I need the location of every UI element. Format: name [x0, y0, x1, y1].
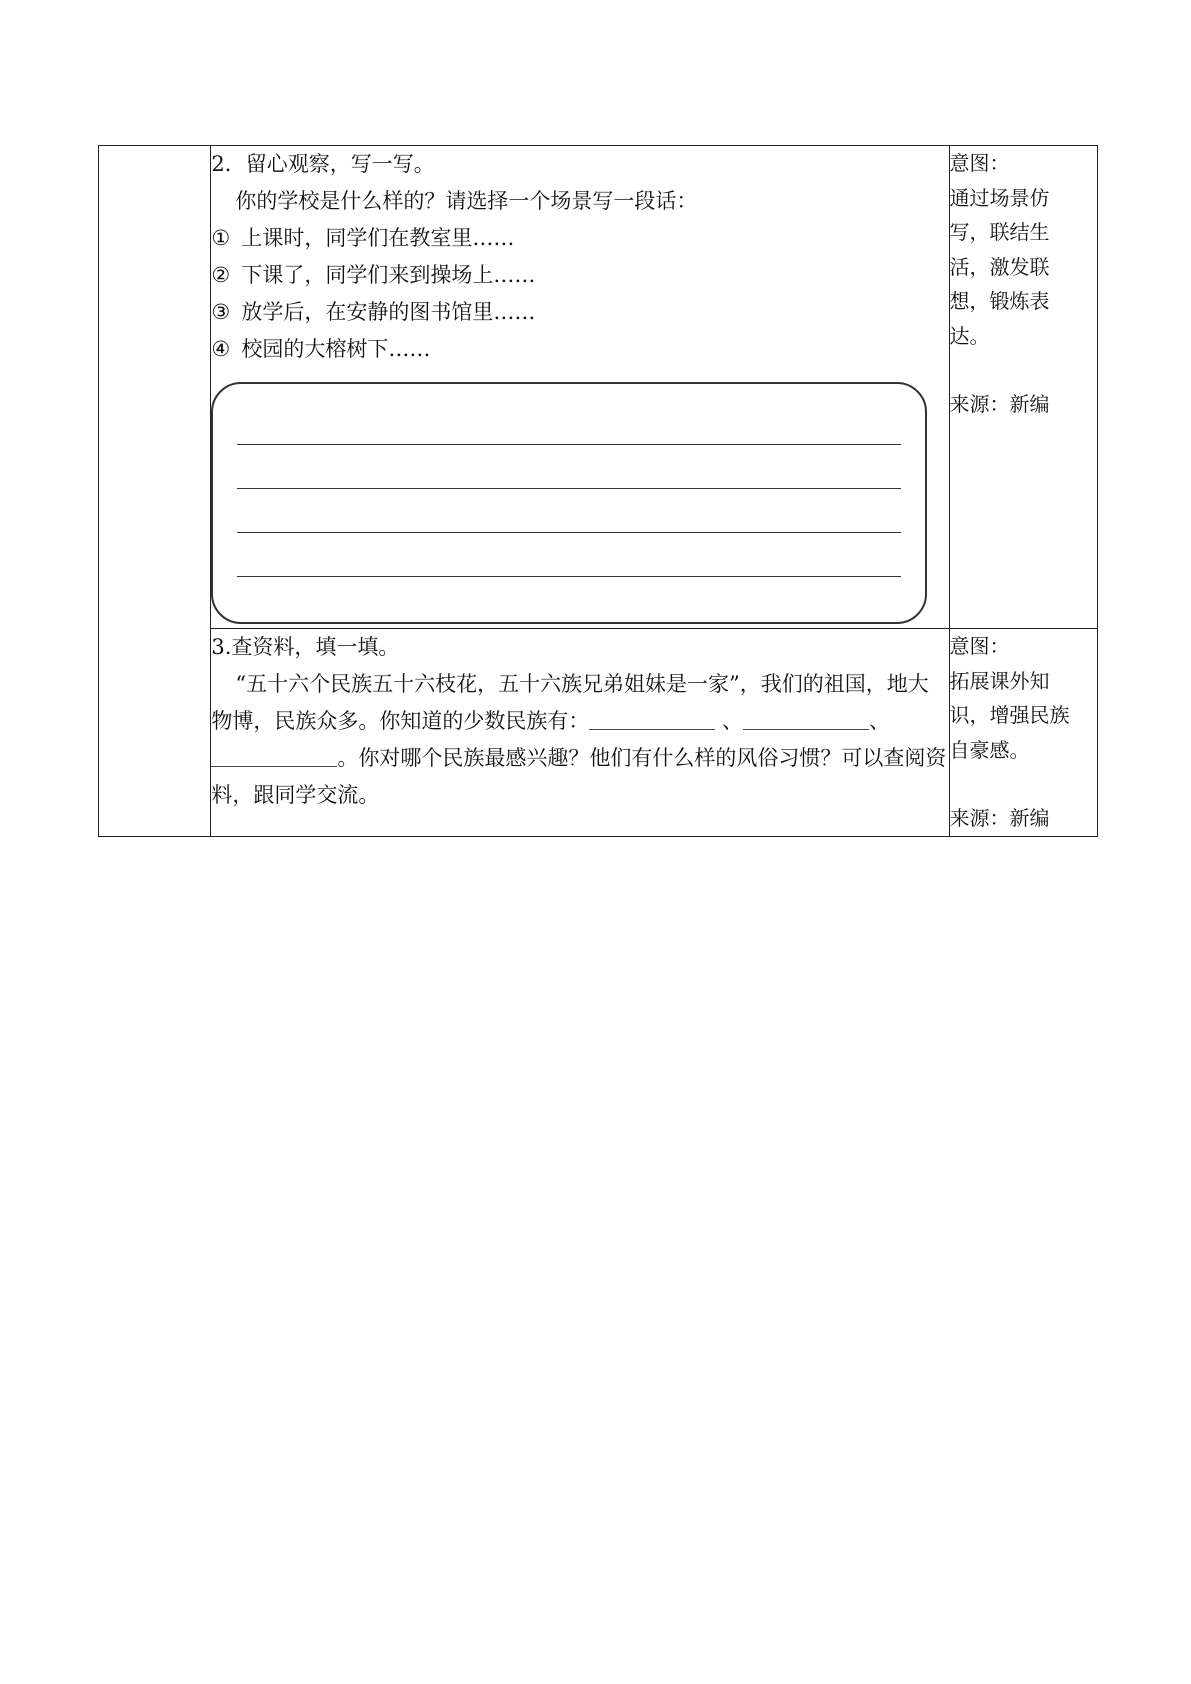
option-text: 上课时，同学们在教室里……: [241, 226, 515, 250]
intent-line: 识，增强民族: [949, 703, 1070, 727]
answer-blank[interactable]: [589, 703, 715, 730]
spacer: [950, 767, 1097, 801]
option-marker: ③: [211, 300, 231, 324]
paragraph-text: 。你对哪个民族最感兴趣？他们有什么样的风俗习惯？可以查阅资料，跟同学交流。: [211, 746, 947, 807]
answer-blank[interactable]: [211, 740, 337, 767]
option-text: 校园的大榕树下……: [241, 337, 431, 361]
option-item: [211, 257, 948, 294]
option-item: [211, 294, 948, 331]
intent-line: 达。: [949, 323, 990, 348]
section2-notes: [949, 146, 1097, 629]
section3-heading: 3.查资料，填一填。: [211, 635, 400, 659]
option-marker: ②: [211, 263, 231, 287]
intent-line: 活，激发联: [949, 254, 1050, 279]
intent-line: 拓展课外知: [949, 668, 1050, 693]
option-text: 下课了，同学们来到操场上……: [241, 263, 536, 287]
writing-line[interactable]: [237, 576, 900, 577]
section2-heading: 2．留心观察，写一写。: [211, 152, 435, 176]
worksheet-table: [98, 145, 1098, 837]
spacer: [950, 353, 1097, 387]
section2-row: [99, 146, 1098, 629]
writing-line[interactable]: [237, 532, 900, 533]
option-item: [211, 220, 948, 257]
option-marker: ①: [211, 226, 231, 250]
section2-prompt: 你的学校是什么样的？请选择一个场景写一段话：: [235, 189, 698, 213]
intent-line: 想，锻炼表: [949, 289, 1050, 313]
source-label: 来源：新编: [949, 392, 1050, 416]
writing-line[interactable]: [237, 488, 900, 489]
left-column-cell: [99, 146, 211, 837]
section3-content: [211, 629, 949, 837]
option-item: [211, 331, 948, 368]
answer-blank[interactable]: [743, 703, 869, 730]
section2-content: [211, 146, 949, 629]
separator: 、: [715, 709, 744, 733]
writing-box[interactable]: [211, 382, 926, 624]
writing-line[interactable]: [237, 444, 900, 445]
intent-line: 通过场景仿: [949, 185, 1050, 210]
separator: 、: [869, 709, 891, 733]
section3-paragraph: [211, 666, 948, 814]
section3-notes: [949, 629, 1097, 837]
intent-line: 自豪感。: [949, 737, 1030, 762]
intent-label: 意图：: [949, 634, 1010, 658]
source-label: 来源：新编: [949, 806, 1050, 830]
intent-label: 意图：: [949, 151, 1010, 175]
option-text: 放学后，在安静的图书馆里……: [241, 300, 536, 324]
option-marker: ④: [211, 337, 231, 361]
paragraph-text: “五十六个民族五十六枝花，五十六族兄弟姐妹是一家”，我们的祖国，地大物博，民族众多。你知道的少数民族有：: [211, 672, 929, 733]
section3-row: [99, 629, 1098, 837]
intent-line: 写，联结生: [949, 220, 1050, 244]
